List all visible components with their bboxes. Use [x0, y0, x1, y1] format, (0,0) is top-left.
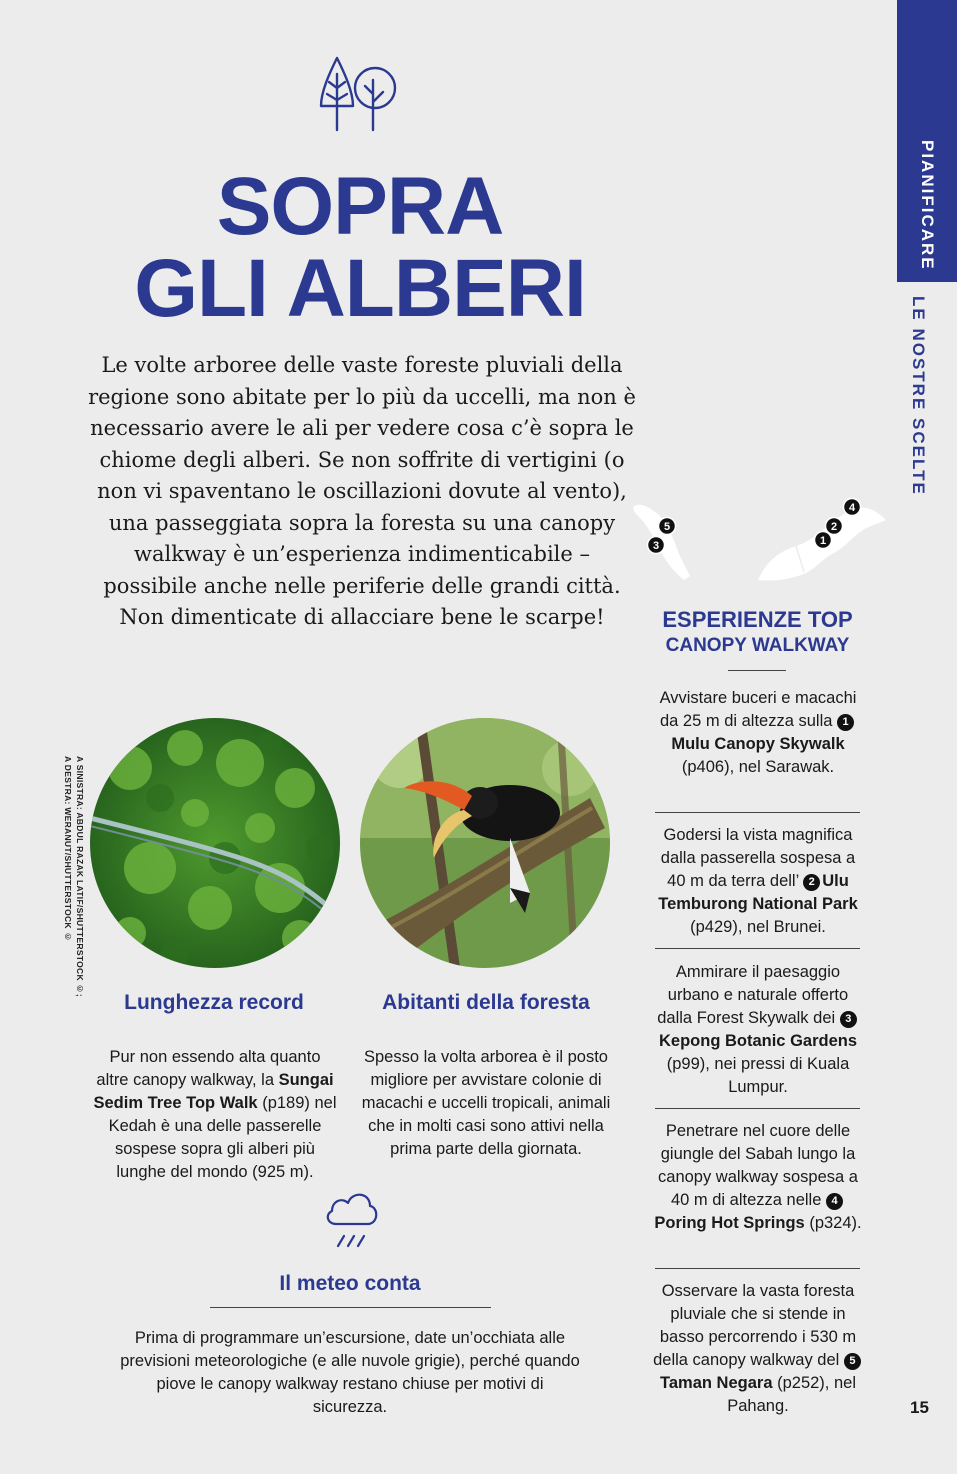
photo-credit-line1: A SINISTRA: ABDUL RAZAK LATIF/SHUTTERSTOCK ©; [75, 756, 85, 998]
title-line2: GLI ALBERI [134, 243, 586, 334]
experience-item: Avvistare buceri e macachi da 25 m di altezza sulla 1Mulu Canopy Skywalk (p406), nel Sarawak. [659, 689, 857, 776]
experience-item: Penetrare nel cuore delle giungle del Sabah lungo la canopy walkway sospesa a 40 m di altezza nelle 4Poring Hot Springs (p324). [654, 1122, 862, 1232]
feature-title-forest: Abitanti della foresta [382, 991, 590, 1014]
number-badge: 1 [837, 714, 854, 731]
map-marker-3: 3 [652, 540, 660, 552]
number-badge: 5 [844, 1353, 861, 1370]
photo-credit [62, 756, 86, 997]
top-experiences-title-line1: ESPERIENZE TOP [662, 607, 853, 632]
weather-title: Il meteo conta [279, 1272, 421, 1295]
page-number: 15 [910, 1398, 929, 1417]
malaysia-map [628, 492, 890, 584]
feature-text-record: Pur non essendo alta quanto altre canopy walkway, la Sungai Sedim Tree Top Walk (p189) nel Kedah è una delle passerelle sospese sopra gli alberi più lunghe del mondo (925 m). [93, 1048, 337, 1181]
page-title [100, 161, 620, 334]
top-experiences-title-line2: CANOPY WALKWAY [665, 635, 850, 656]
number-badge: 4 [826, 1193, 843, 1210]
item-divider [655, 1108, 860, 1109]
rain-cloud-icon [322, 1186, 380, 1248]
number-badge: 3 [840, 1011, 857, 1028]
weather-text: Prima di programmare un’escursione, date un’occhiata alle previsioni meteorologiche (e alle nuvole grigie), perché quando piove le canopy walkway restano chiuse per motivi di sicurezza. [120, 1329, 580, 1416]
experience-item: Osservare la vasta foresta pluviale che si stende in basso percorrendo i 530 m della canopy walkway del 5Taman Negara (p252), nel Pahang. [652, 1280, 864, 1418]
forest-aerial-photo [90, 718, 340, 968]
subsection-label: LE NOSTRE SCELTE [909, 296, 928, 496]
map-marker-4: 4 [848, 502, 856, 514]
section-label: PIANIFICARE [918, 140, 937, 271]
weather-divider [210, 1307, 491, 1308]
experience-item: Ammirare il paesaggio urbano e naturale offerto dalla Forest Skywalk dei 3Kepong Botanic Gardens (p99), nei pressi di Kuala Lumpur. [657, 963, 858, 1096]
experience-item: Godersi la vista magnifica dalla passerella sospesa a 40 m da terra dell’ 2 Ulu Temburong National Park (p429), nel Brunei. [658, 826, 858, 936]
map-marker-1: 1 [819, 535, 827, 547]
intro-paragraph: Le volte arboree delle vaste foreste pluviali della regione sono abitate per lo più da uccelli, ma non è necessario avere le ali per vedere cosa c’è sopra le chiome degli alberi. Se non soffrite di vertigini (o non vi spaventano le oscillazioni dovute al vento), una passeggiata sopra la foresta su una canopy walkway è un’esperienza indimenticabile – possibile anche nelle periferie delle grandi città. Non dimenticate di allacciare bene le scarpe! [88, 353, 636, 629]
item-divider [655, 948, 860, 949]
title-line1: SOPRA [216, 161, 504, 252]
map-marker-2: 2 [830, 521, 838, 533]
photo-credit-line2: A DESTRA: WERANUT/SHUTTERSTOCK © [63, 756, 73, 942]
number-badge: 2 [803, 874, 820, 891]
side-title-divider [728, 670, 786, 671]
feature-title-record: Lunghezza record [124, 991, 304, 1014]
map-marker-5: 5 [663, 521, 671, 533]
top-experiences-title [655, 606, 860, 658]
item-divider [655, 812, 860, 813]
feature-text-forest: Spesso la volta arborea è il posto migliore per avvistare colonie di macachi e uccelli tropicali, animali che in molti casi sono attivi nella prima parte della giornata. [361, 1048, 611, 1158]
item-divider [655, 1268, 860, 1269]
trees-icon [315, 54, 399, 134]
hornbill-photo [360, 718, 610, 968]
